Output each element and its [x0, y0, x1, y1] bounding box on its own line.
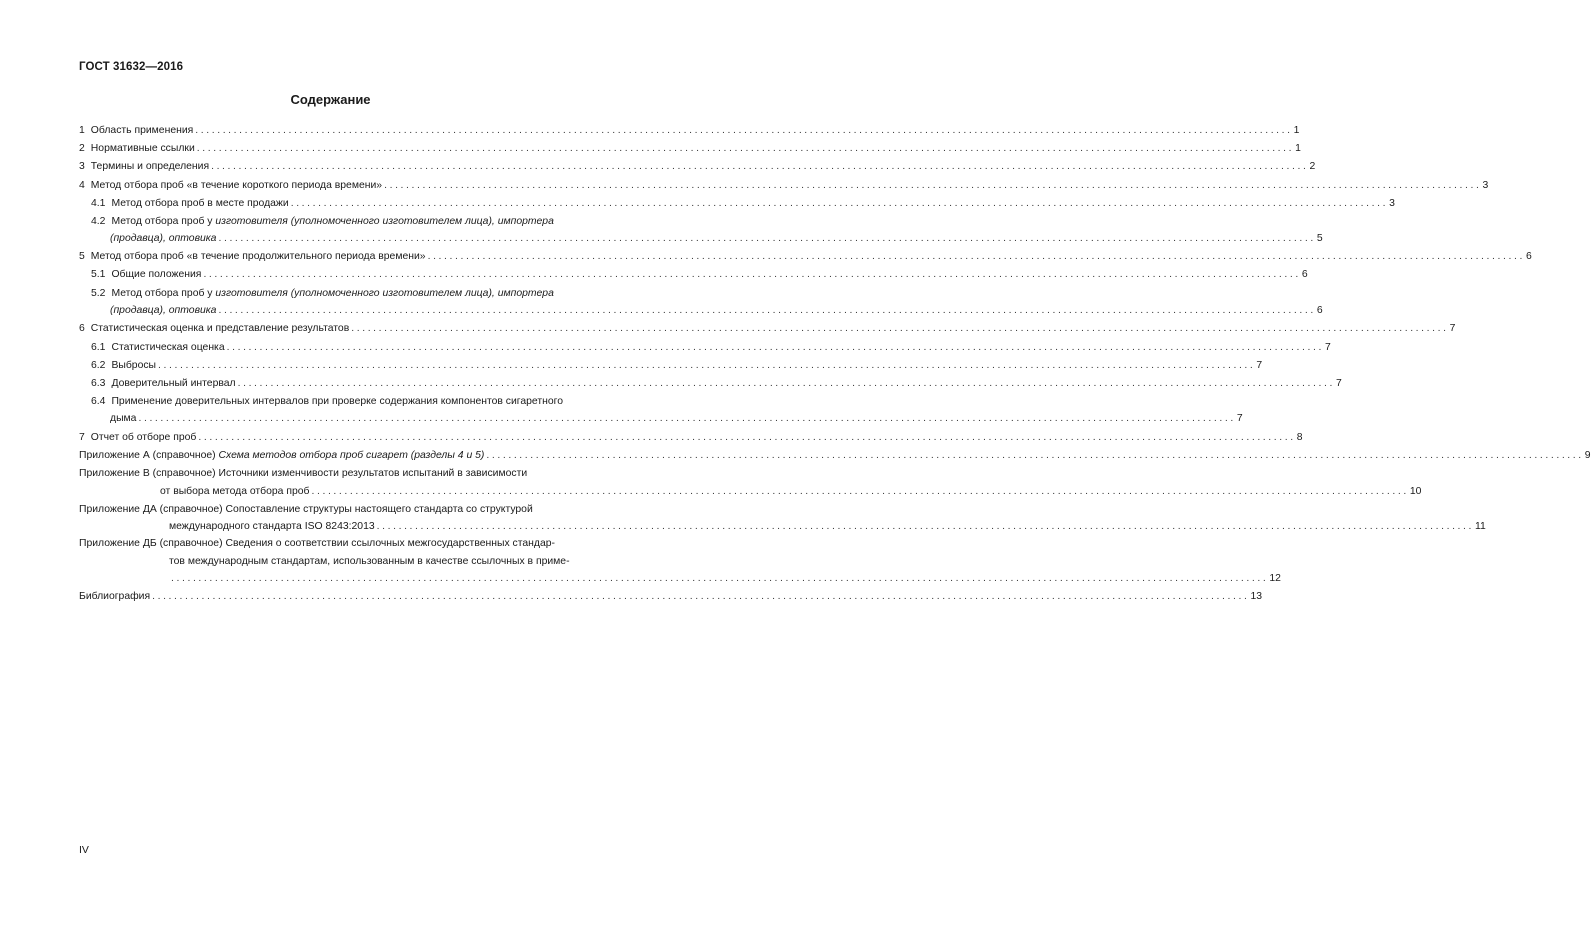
toc-entry[interactable] [91, 268, 1308, 281]
toc-entry-title: Схема методов отбора проб сигарет (разделы 4 и 5) [218, 450, 485, 461]
toc-entry-number: 4 [79, 180, 85, 191]
toc-entry[interactable] [79, 431, 1303, 444]
toc-entry-line [79, 537, 555, 550]
toc-entry-line [91, 395, 563, 408]
toc-entry-title: Сопоставление структуры настоящего стандарта со структурой [225, 504, 533, 515]
toc-entry-text [169, 520, 375, 533]
toc-page-number: 11 [1475, 521, 1486, 532]
toc-entry-title: международного стандарта ISO 8243:2013 [169, 521, 375, 532]
toc-entry-title: Метод отбора проб «в течение продолжительного периода времени» [90, 251, 426, 262]
toc-entry-text [79, 431, 196, 444]
toc-entry-title: Отчет об отборе проб [90, 432, 197, 443]
toc-entry-text [91, 341, 225, 354]
toc-entry[interactable] [110, 304, 1323, 317]
toc-entry[interactable] [91, 341, 1331, 354]
leader-dots: ........................................................................................................................................................................................................ [195, 125, 1293, 136]
toc-entry-text [110, 304, 216, 317]
toc-entry[interactable] [79, 250, 1532, 263]
toc-entry-line [91, 215, 554, 228]
page-number: IV [79, 844, 89, 856]
toc-entry-number: 5 [79, 251, 85, 262]
toc-entry[interactable] [91, 197, 1395, 210]
leader-dots: ........................................................................................................................................................................................................ [218, 305, 1316, 316]
toc-entry-title: Источники изменчивости результатов испытаний в зависимости [218, 468, 528, 479]
toc-entry-number: 6 [79, 323, 85, 334]
toc-entry-text [79, 590, 150, 603]
toc-entry[interactable] [91, 377, 1342, 390]
toc-page-number: 7 [1449, 323, 1456, 334]
toc-entry-text [79, 250, 426, 263]
leader-dots: ........................................................................................................................................................................................................ [152, 591, 1250, 602]
toc-entry[interactable] [169, 572, 1281, 585]
toc-page-number: 12 [1269, 573, 1281, 584]
leader-dots: ........................................................................................................................................................................................................ [427, 251, 1525, 262]
toc-entry-title: Метод отбора проб «в течение короткого периода времени» [90, 180, 383, 191]
appendix-label: Приложение ДА (справочное) [79, 504, 223, 515]
toc-entry-title: Статистическая оценка и представление результатов [90, 323, 350, 334]
leader-dots: ........................................................................................................................................................................................................ [218, 233, 1316, 244]
toc-page-number: 10 [1409, 486, 1422, 497]
toc-entry-text [79, 142, 195, 155]
leader-dots: ........................................................................................................................................................................................................ [486, 450, 1584, 461]
toc-entry-title: изготовителя (уполномоченного изготовителем лица), импортера [215, 216, 554, 227]
toc-entry[interactable] [79, 179, 1489, 192]
leader-dots: ........................................................................................................................................................................................................ [351, 323, 1449, 334]
appendix-label: Приложение ДБ (справочное) [79, 538, 223, 549]
toc-page-number: 9 [1584, 450, 1591, 461]
toc-page-number: 3 [1482, 180, 1489, 191]
toc-entry-title: Библиография [79, 591, 151, 602]
toc-entry-title: Метод отбора проб у [111, 288, 216, 299]
leader-dots: ........................................................................................................................................................................................................ [196, 143, 1295, 154]
toc-entry-title: Применение доверительных интервалов при проверке содержания компонентов сигаретного [111, 396, 563, 407]
toc-entry-title: Статистическая оценка [111, 342, 225, 353]
toc-entry-text [79, 179, 382, 192]
toc-entry-number: 5.2 [91, 288, 106, 299]
toc-entry[interactable] [110, 412, 1243, 425]
appendix-label: Приложение В (справочное) [79, 468, 216, 479]
toc-entry-text [91, 359, 156, 372]
toc-entry[interactable] [79, 142, 1301, 155]
toc-entry-number: 2 [79, 143, 85, 154]
toc-entry-title: Нормативные ссылки [90, 143, 195, 154]
toc-page-number: 3 [1389, 198, 1395, 209]
leader-dots: ........................................................................................................................................................................................................ [158, 360, 1256, 371]
toc-entry-number: 1 [79, 125, 85, 136]
toc-entry-number: 3 [79, 161, 85, 172]
toc-page-number: 6 [1316, 305, 1323, 316]
toc-entry-text [79, 322, 349, 335]
toc-entry-title: от выбора метода отбора проб [160, 486, 310, 497]
toc-entry-title: Выбросы [111, 360, 157, 371]
toc-entry-title: Термины и определения [90, 161, 210, 172]
toc-entry-title: Общие положения [111, 269, 202, 280]
toc-entry[interactable] [79, 449, 1591, 462]
toc-page-number: 5 [1316, 233, 1323, 244]
appendix-label: Приложение А (справочное) [79, 450, 216, 461]
leader-dots: ........................................................................................................................................................................................................ [203, 269, 1301, 280]
toc-entry[interactable] [91, 359, 1263, 372]
toc-entry-title: тов международным стандартам, использованным в качестве ссылочных в приме- [169, 556, 570, 567]
leader-dots: ........................................................................................................................................................................................................ [226, 342, 1324, 353]
toc-page-number: 1 [1293, 125, 1300, 136]
toc-entry[interactable] [79, 124, 1300, 137]
toc-entry-text [110, 232, 216, 245]
doc-code: ГОСТ 31632—2016 [79, 61, 184, 73]
toc-entry[interactable] [169, 520, 1486, 533]
toc-entry-title: Область применения [90, 125, 194, 136]
toc-entry-title: Метод отбора проб у [111, 216, 216, 227]
toc-entry-number: 6.1 [91, 342, 106, 353]
leader-dots: ........................................................................................................................................................................................................ [211, 161, 1309, 172]
toc-page-number: 6 [1525, 251, 1532, 262]
toc-entry-number: 6.3 [91, 378, 106, 389]
toc-entry-line [79, 503, 533, 516]
toc-entry-number: 5.1 [91, 269, 106, 280]
toc-entry-number: 4.1 [91, 198, 106, 209]
toc-entry-line [79, 467, 527, 480]
leader-dots: ........................................................................................................................................................................................................ [198, 432, 1296, 443]
toc-entry[interactable] [79, 160, 1316, 173]
toc-entry-title: Сведения о соответствии ссылочных межгосударственных стандар- [225, 538, 555, 549]
toc-entry[interactable] [79, 590, 1263, 603]
toc-entry-number: 6.4 [91, 396, 106, 407]
leader-dots: ........................................................................................................................................................................................................ [384, 180, 1482, 191]
toc-page-number: 1 [1295, 143, 1301, 154]
toc-page-number: 8 [1296, 432, 1303, 443]
toc-entry-text [160, 485, 309, 498]
toc-entry[interactable] [110, 232, 1323, 245]
toc-page-number: 7 [1256, 360, 1263, 371]
leader-dots: ........................................................................................................................................................................................................ [171, 573, 1269, 584]
toc-page-number: 6 [1301, 269, 1308, 280]
toc-entry-number: 6.2 [91, 360, 106, 371]
toc-page-number: 7 [1236, 413, 1243, 424]
toc-page-number: 7 [1335, 378, 1342, 389]
toc-entry-title: изготовителя (уполномоченного изготовителем лица), импортера [215, 288, 554, 299]
leader-dots: ........................................................................................................................................................................................................ [290, 198, 1389, 209]
toc-entry-text [79, 124, 193, 137]
toc-entry-title: дыма [110, 413, 137, 424]
toc-entry-text [91, 377, 236, 390]
toc-page-number: 2 [1309, 161, 1316, 172]
toc-entry-text [91, 197, 289, 210]
toc-entry-number: 4.2 [91, 216, 106, 227]
toc-entry-line [91, 287, 554, 300]
toc-entry-title: Доверительный интервал [111, 378, 236, 389]
toc-page-number: 13 [1250, 591, 1263, 602]
toc-entry-title: (продавца), оптовика [110, 233, 217, 244]
page-title: Содержание [290, 92, 371, 107]
toc-entry-line [169, 555, 570, 568]
leader-dots: ........................................................................................................................................................................................................ [138, 413, 1236, 424]
toc-entry-text [110, 412, 136, 425]
toc-entry-text [79, 160, 209, 173]
toc-entry-number: 7 [79, 432, 85, 443]
toc-entry[interactable] [160, 485, 1422, 498]
leader-dots: ........................................................................................................................................................................................................ [376, 521, 1475, 532]
toc-entry-text [79, 449, 484, 462]
toc-entry-text [91, 268, 201, 281]
toc-page-number: 7 [1324, 342, 1331, 353]
leader-dots: ........................................................................................................................................................................................................ [237, 378, 1335, 389]
toc-entry-title: Метод отбора проб в месте продажи [111, 198, 289, 209]
leader-dots: ........................................................................................................................................................................................................ [311, 486, 1409, 497]
toc-entry[interactable] [79, 322, 1456, 335]
toc-entry-title: (продавца), оптовика [110, 305, 217, 316]
